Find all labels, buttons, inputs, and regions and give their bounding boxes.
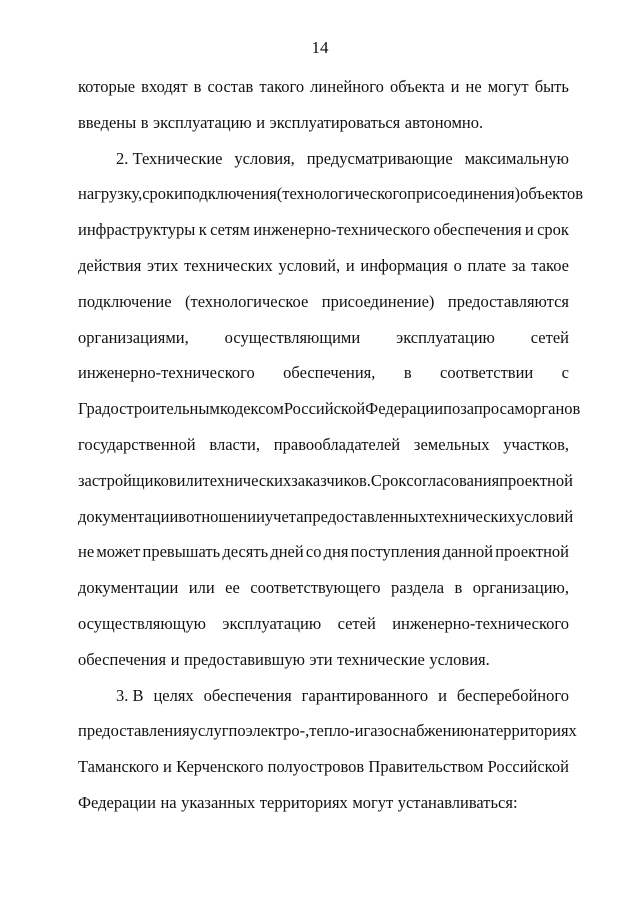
text-word: согласования xyxy=(406,470,500,490)
text-word: входят xyxy=(141,77,188,96)
text-word: технические xyxy=(337,649,425,669)
text-word: превышать xyxy=(142,542,221,562)
text-line xyxy=(78,793,569,813)
text-word: нагрузку, xyxy=(78,184,143,204)
text-word: предусматривающие xyxy=(306,148,453,168)
text-line xyxy=(78,256,569,276)
text-word: и xyxy=(163,757,172,777)
text-word: организацию, xyxy=(472,578,569,598)
text-word: указанных xyxy=(181,793,256,812)
text-word: дней xyxy=(270,542,304,562)
text-line xyxy=(78,292,569,312)
text-word: условия, xyxy=(234,148,295,168)
text-word: Таманского xyxy=(78,757,159,777)
text-word: 2. Технические xyxy=(116,148,223,168)
text-word: застройщиков xyxy=(78,470,177,490)
text-word: дня xyxy=(323,542,349,562)
text-word: и xyxy=(256,112,266,132)
text-word: такого xyxy=(259,77,305,96)
text-word: Керченского xyxy=(176,757,264,777)
text-word: предоставления xyxy=(78,721,190,741)
text-word: в xyxy=(178,506,187,526)
text-word: такое xyxy=(531,256,569,275)
text-word: осуществляющую xyxy=(78,614,206,633)
text-word: услуг xyxy=(189,721,229,741)
text-word: в xyxy=(454,578,463,598)
text-word: в xyxy=(193,77,202,96)
text-word: отношении xyxy=(186,506,265,526)
text-word: и xyxy=(354,721,364,741)
text-line xyxy=(78,399,581,419)
text-word: обеспечения, xyxy=(283,363,376,383)
text-word: запросам xyxy=(460,399,525,419)
text-line xyxy=(78,650,569,670)
text-word: по xyxy=(443,399,461,419)
text-word: данной xyxy=(442,542,494,562)
text-word: в xyxy=(403,363,412,383)
text-word: участков, xyxy=(503,435,569,454)
text-word: на xyxy=(160,793,177,812)
text-word: организациями, xyxy=(78,327,189,347)
text-line xyxy=(116,149,569,169)
text-word: автономно. xyxy=(404,112,484,132)
text-word: документации xyxy=(78,578,179,598)
text-word: обеспечения xyxy=(433,220,522,240)
text-word: со xyxy=(305,542,322,562)
text-line xyxy=(116,686,569,706)
text-word: Градостроительным xyxy=(78,399,220,419)
text-word: присоединение) xyxy=(321,291,435,311)
text-word: поступления xyxy=(350,542,441,562)
text-word: срок xyxy=(537,220,569,240)
text-word: ее xyxy=(225,578,240,598)
text-line xyxy=(78,77,569,97)
text-word: сетей xyxy=(337,614,376,633)
text-word: могут xyxy=(352,793,394,812)
text-word: за xyxy=(511,256,526,275)
text-word: технических xyxy=(202,470,292,490)
text-line xyxy=(78,578,569,598)
text-word: документации xyxy=(78,506,179,526)
text-word: обеспечения xyxy=(203,685,292,705)
text-word: к xyxy=(198,220,207,240)
text-word: целях xyxy=(153,685,194,705)
text-word: инженерно-технического xyxy=(253,220,431,240)
text-word: эксплуатацию xyxy=(222,614,322,633)
text-word: инфраструктуры xyxy=(78,220,196,240)
text-word: власти, xyxy=(209,435,261,454)
text-word: и xyxy=(438,685,447,705)
text-word: и xyxy=(170,649,180,669)
text-line xyxy=(78,757,569,777)
text-word: может xyxy=(96,542,141,562)
text-line xyxy=(78,542,569,562)
text-word: эти xyxy=(309,649,333,669)
text-line xyxy=(78,184,583,204)
text-line xyxy=(78,506,574,527)
text-word: 3. В xyxy=(116,685,144,705)
text-word: которые xyxy=(78,77,136,96)
text-word: состав xyxy=(207,77,254,96)
text-word: территориях xyxy=(259,793,348,812)
text-line xyxy=(78,113,569,133)
text-word: могут xyxy=(487,77,529,96)
text-word: правообладателей xyxy=(273,435,401,454)
text-word: о xyxy=(453,256,462,275)
text-word: проектной xyxy=(499,470,573,490)
text-word: эксплуатацию xyxy=(396,327,495,347)
text-word: этих xyxy=(147,256,179,275)
text-word: учета xyxy=(264,506,304,526)
text-word: инженерно-технического xyxy=(392,614,569,633)
text-word: условий, xyxy=(278,256,341,275)
text-word: не xyxy=(78,542,95,562)
text-line xyxy=(78,721,577,741)
text-word: на xyxy=(472,721,489,741)
text-word: и xyxy=(450,77,460,96)
text-word: быть xyxy=(534,77,569,96)
text-word: предоставленных xyxy=(303,506,427,526)
text-line xyxy=(78,328,569,348)
text-word: раздела xyxy=(390,578,445,598)
text-word: или xyxy=(188,578,215,598)
text-word: информация xyxy=(360,256,448,275)
text-word: объектов xyxy=(520,184,583,204)
text-word: предоставляются xyxy=(447,291,569,311)
text-word: не xyxy=(465,77,482,96)
text-word: с xyxy=(561,363,569,383)
text-word: введены xyxy=(78,112,137,132)
text-word: тепло- xyxy=(309,721,355,741)
text-word: (технологического xyxy=(276,184,408,204)
text-word: государственной xyxy=(78,435,196,454)
text-word: земельных xyxy=(413,435,490,454)
text-word: сетям xyxy=(210,220,250,240)
text-word: (технологическое xyxy=(185,291,309,311)
text-word: сетей xyxy=(530,327,569,347)
text-word: газоснабжению xyxy=(363,721,473,741)
page-number: 14 xyxy=(311,38,329,57)
text-word: электро-, xyxy=(245,721,310,741)
text-word: устанавливаться: xyxy=(397,793,518,812)
text-word: плате xyxy=(467,256,507,275)
text-word: Федерации xyxy=(78,793,156,812)
text-word: объекта xyxy=(389,77,445,96)
text-word: Срок xyxy=(370,470,407,490)
text-line xyxy=(78,363,569,383)
text-line xyxy=(78,470,573,491)
text-word: территориях xyxy=(488,721,577,741)
text-word: эксплуатацию xyxy=(153,112,252,132)
text-word: предоставившую xyxy=(183,649,305,669)
text-word: сроки xyxy=(142,184,183,204)
text-word: присоединения) xyxy=(407,184,521,204)
text-word: гарантированного xyxy=(301,685,429,705)
text-word: или xyxy=(176,470,203,490)
text-line xyxy=(78,220,569,240)
text-word: и xyxy=(345,256,355,275)
text-line xyxy=(78,614,569,634)
text-word: обеспечения xyxy=(78,649,167,669)
text-word: проектной xyxy=(495,542,569,562)
text-word: осуществляющими xyxy=(224,327,361,347)
text-word: инженерно-технического xyxy=(78,363,255,383)
text-word: подключение xyxy=(78,291,172,311)
text-word: Федерации xyxy=(365,399,444,419)
text-word: Российской xyxy=(283,399,366,419)
text-word: технических xyxy=(426,506,516,526)
text-word: и xyxy=(524,220,534,240)
text-word: соответствующего xyxy=(250,578,381,598)
text-word: заказчиков. xyxy=(291,470,371,490)
text-word: десять xyxy=(222,542,269,562)
text-word: действия xyxy=(78,256,142,275)
text-word: условия. xyxy=(429,649,490,669)
text-word: Правительством xyxy=(368,757,484,777)
text-word: в xyxy=(140,112,149,132)
text-word: эксплуатироваться xyxy=(269,112,401,132)
text-line xyxy=(78,435,569,455)
text-word: органов xyxy=(524,399,581,419)
text-word: соответствии xyxy=(440,363,534,383)
text-word: полуостровов xyxy=(267,757,365,777)
text-word: Российской xyxy=(487,757,569,777)
text-word: кодексом xyxy=(219,399,284,419)
text-word: условий xyxy=(515,506,574,526)
text-word: по xyxy=(228,721,246,741)
text-word: линейного xyxy=(310,77,384,96)
text-word: технических xyxy=(184,256,273,275)
text-word: подключения xyxy=(182,184,277,204)
text-word: максимальную xyxy=(464,148,569,168)
text-word: бесперебойного xyxy=(456,685,569,705)
